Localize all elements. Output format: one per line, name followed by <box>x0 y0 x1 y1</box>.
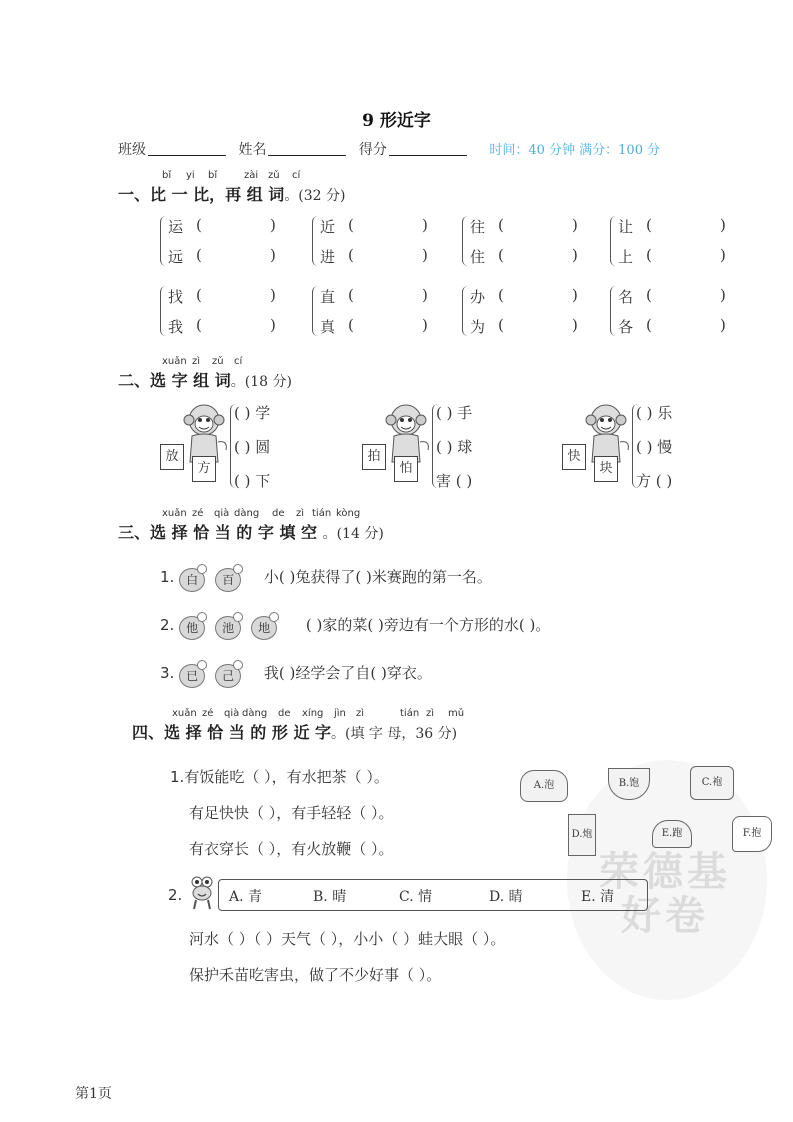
pinyin: xuǎn <box>162 508 187 519</box>
option: C. 情 <box>399 889 433 905</box>
answer-blank[interactable]: ( <box>348 316 354 334</box>
pinyin: zài <box>244 170 259 181</box>
question-line[interactable]: 河水（ ）（ ）天气（ ），小小（ ）蛙大眼（ ）。 <box>189 930 506 948</box>
pinyin: jìn <box>334 708 346 719</box>
answer-blank[interactable]: ( <box>498 246 504 264</box>
char-pair: 运 ( ) 远 ( ) <box>160 214 300 269</box>
monkey-icon <box>180 402 228 464</box>
snail-icon <box>215 564 243 592</box>
answer-blank[interactable]: ( <box>646 286 652 304</box>
char-card: 拍 <box>362 444 386 470</box>
answer-row[interactable]: ( ) 学 <box>234 404 271 422</box>
fill-blank-question <box>160 660 432 688</box>
answer-blank[interactable]: ( <box>196 286 202 304</box>
char: 住 <box>470 248 486 266</box>
section-number: 四、 <box>132 723 165 742</box>
pinyin: bǐ <box>208 170 218 181</box>
pinyin: mǔ <box>448 708 465 719</box>
answer-blank[interactable]: ( <box>348 216 354 234</box>
firecracker-icon: D.炮 <box>568 814 596 856</box>
name-label: 姓名 <box>238 142 267 158</box>
answer-blank[interactable]: ( <box>498 216 504 234</box>
question-number: 1. <box>160 568 175 586</box>
name-field[interactable] <box>268 141 346 156</box>
rice-bowl-icon: B.饱 <box>608 768 650 800</box>
section1-pinyin <box>120 170 420 182</box>
char: 近 <box>320 218 336 236</box>
pinyin: xuǎn <box>172 708 197 719</box>
question-number: 1. <box>170 768 185 786</box>
option: E. 清 <box>581 889 615 905</box>
answer-blank[interactable]: ( <box>196 246 202 264</box>
pinyin: xuǎn <box>162 356 187 367</box>
char-card: 方 <box>192 456 216 482</box>
section-title: 选 择 恰 当 的 形 近 字 <box>164 723 332 742</box>
score-label: 得分 <box>358 142 387 158</box>
section1-heading <box>118 182 346 205</box>
frog-icon <box>190 876 214 910</box>
char-pair: 往 ( ) 住 ( ) <box>462 214 602 269</box>
char-card: 放 <box>160 444 184 470</box>
brace <box>462 216 469 266</box>
char-card: 快 <box>562 444 586 470</box>
question-text[interactable]: 我( )经学会了自( )穿衣。 <box>263 664 432 682</box>
brace <box>610 286 617 336</box>
pinyin: zì <box>192 356 201 367</box>
section-points: 。(14 分) <box>322 526 384 542</box>
hand-icon: F.抱 <box>732 816 772 852</box>
brace <box>312 216 319 266</box>
char: 运 <box>168 218 184 236</box>
brace <box>160 216 167 266</box>
char: 办 <box>470 288 486 306</box>
answer-blank[interactable]: ( <box>196 216 202 234</box>
choice-char: 己 <box>215 664 241 688</box>
monkey-word-group <box>560 402 750 492</box>
score-field[interactable] <box>389 141 467 156</box>
answer-row[interactable]: ( ) 球 <box>436 438 473 456</box>
char: 进 <box>320 248 336 266</box>
question-number: 3. <box>160 664 175 682</box>
answer-blank[interactable]: ( <box>646 316 652 334</box>
choice-char: 已 <box>179 664 205 688</box>
char-card: 块 <box>594 456 618 482</box>
page-title: 9 形近字 <box>362 111 431 131</box>
question-line[interactable] <box>170 766 389 787</box>
answer-blank[interactable]: ( <box>646 246 652 264</box>
time-score-meta: 时间：40 分钟 满分：100 分 <box>489 143 661 158</box>
char: 远 <box>168 248 184 266</box>
pinyin: cí <box>292 170 301 181</box>
question-line[interactable]: 保护禾苗吃害虫，做了不少好事（ ）。 <box>189 966 442 984</box>
brace <box>312 286 319 336</box>
student-info-line <box>118 139 660 159</box>
pinyin: tián <box>400 708 420 719</box>
watermark-text: 荣德基 好卷 <box>599 849 731 939</box>
option: A. 青 <box>229 889 263 905</box>
snail-icon <box>179 660 207 688</box>
snail-icon <box>215 612 243 640</box>
answer-row[interactable]: 害 ( ) <box>436 472 473 490</box>
class-field[interactable] <box>148 141 226 156</box>
section-points: 。(填 字 母，36 分) <box>331 726 458 742</box>
section3-heading <box>118 520 384 543</box>
section-title: 比 一 比，再 组 词 <box>150 185 285 204</box>
char: 我 <box>168 318 184 336</box>
page-number: 第1页 <box>75 1086 112 1102</box>
section-number: 一、 <box>118 185 151 204</box>
answer-blank[interactable]: ( <box>498 316 504 334</box>
brace <box>160 286 167 336</box>
class-label: 班级 <box>118 142 146 158</box>
section2-pinyin <box>120 356 320 368</box>
question-number: 2. <box>168 886 183 904</box>
options-box <box>218 879 648 911</box>
answer-blank[interactable]: ( <box>196 316 202 334</box>
section-number: 二、 <box>118 371 151 390</box>
char: 为 <box>470 318 486 336</box>
answer-row[interactable]: ( ) 慢 <box>636 438 673 456</box>
char-pair: 近 ( ) 进 ( ) <box>312 214 452 269</box>
question-text[interactable]: 小( )兔获得了( )米赛跑的第一名。 <box>263 568 492 586</box>
teapot-icon: A.泡 <box>520 770 568 802</box>
pinyin: zé <box>202 708 214 719</box>
char: 上 <box>618 248 634 266</box>
section-title: 选 字 组 词 <box>150 371 231 390</box>
pinyin: dàng <box>242 708 268 719</box>
section3-pinyin <box>120 508 460 520</box>
answer-row[interactable]: ( ) 圆 <box>234 438 271 456</box>
answer-blank[interactable]: ( <box>646 216 652 234</box>
pinyin: xíng <box>302 708 324 719</box>
choice-char: 白 <box>179 568 205 592</box>
pinyin: qià <box>224 708 240 719</box>
question-text: 有饭能吃（ ），有水把茶（ ）。 <box>184 768 389 786</box>
choice-char: 他 <box>179 616 205 640</box>
answer-blank[interactable]: ( <box>498 286 504 304</box>
choice-char: 百 <box>215 568 241 592</box>
char-pair: 办 ( ) 为 ( ) <box>462 284 602 339</box>
char-pair: 让 ( ) 上 ( ) <box>610 214 750 269</box>
answer-row[interactable]: ( ) 下 <box>234 472 271 490</box>
char: 名 <box>618 288 634 306</box>
char: 直 <box>320 288 336 306</box>
answer-row[interactable]: ( ) 手 <box>436 404 473 422</box>
shoe-icon: E.跑 <box>652 820 692 848</box>
pinyin: bǐ <box>162 170 172 181</box>
pinyin: zé <box>192 508 204 519</box>
snail-icon <box>251 612 279 640</box>
pinyin: dàng <box>234 508 260 519</box>
pinyin: kòng <box>336 508 361 519</box>
fill-blank-question <box>160 564 492 592</box>
snail-icon <box>215 660 243 688</box>
char: 各 <box>618 318 634 336</box>
pinyin: de <box>272 508 285 519</box>
question-line[interactable]: 有衣穿长（ ），有火放鞭（ ）。 <box>189 840 394 858</box>
shirt-icon: C.袍 <box>690 766 734 800</box>
section2-heading <box>118 368 292 391</box>
char: 往 <box>470 218 486 236</box>
char-pair: 名 ( ) 各 ( ) <box>610 284 750 339</box>
pinyin: zì <box>296 508 305 519</box>
question-text[interactable]: ( )家的菜( )旁边有一个方形的水( )。 <box>305 616 551 634</box>
brace <box>462 286 469 336</box>
char-pair: 找 ( ) 我 ( ) <box>160 284 300 339</box>
char-card: 怕 <box>394 456 418 482</box>
pinyin: yi <box>186 170 195 181</box>
pinyin: zì <box>426 708 435 719</box>
pinyin: de <box>278 708 291 719</box>
fill-blank-question <box>160 612 550 640</box>
pinyin: tián <box>312 508 332 519</box>
pinyin: zǔ <box>212 356 224 367</box>
monkey-icon <box>582 402 630 464</box>
snail-icon <box>179 612 207 640</box>
monkey-icon <box>382 402 430 464</box>
snail-icon <box>179 564 207 592</box>
pinyin: qià <box>214 508 230 519</box>
answer-blank[interactable]: ( <box>348 246 354 264</box>
question-number: 2. <box>160 616 175 634</box>
answer-row[interactable]: ( ) 乐 <box>636 404 673 422</box>
char: 找 <box>168 288 184 306</box>
section-points: 。(18 分) <box>230 374 292 390</box>
section4-pinyin <box>130 708 530 720</box>
section-points: 。(32 分) <box>284 188 346 204</box>
char: 让 <box>618 218 634 236</box>
brace <box>610 216 617 266</box>
pinyin: zǔ <box>268 170 280 181</box>
char: 真 <box>320 318 336 336</box>
answer-row[interactable]: 方 ( ) <box>636 472 673 490</box>
pinyin: cí <box>234 356 243 367</box>
option: B. 晴 <box>313 889 347 905</box>
monkey-word-group <box>158 402 348 492</box>
monkey-word-group <box>360 402 550 492</box>
choice-char: 池 <box>215 616 241 640</box>
choice-char: 地 <box>251 616 277 640</box>
section-title: 选 择 恰 当 的 字 填 空 <box>150 523 323 542</box>
section-number: 三、 <box>118 523 151 542</box>
option: D. 睛 <box>489 889 523 905</box>
question-line[interactable]: 有足快快（ ），有手轻轻（ ）。 <box>189 804 394 822</box>
section4-heading <box>132 720 457 743</box>
pinyin: zì <box>356 708 365 719</box>
answer-blank[interactable]: ( <box>348 286 354 304</box>
char-pair: 直 ( ) 真 ( ) <box>312 284 452 339</box>
